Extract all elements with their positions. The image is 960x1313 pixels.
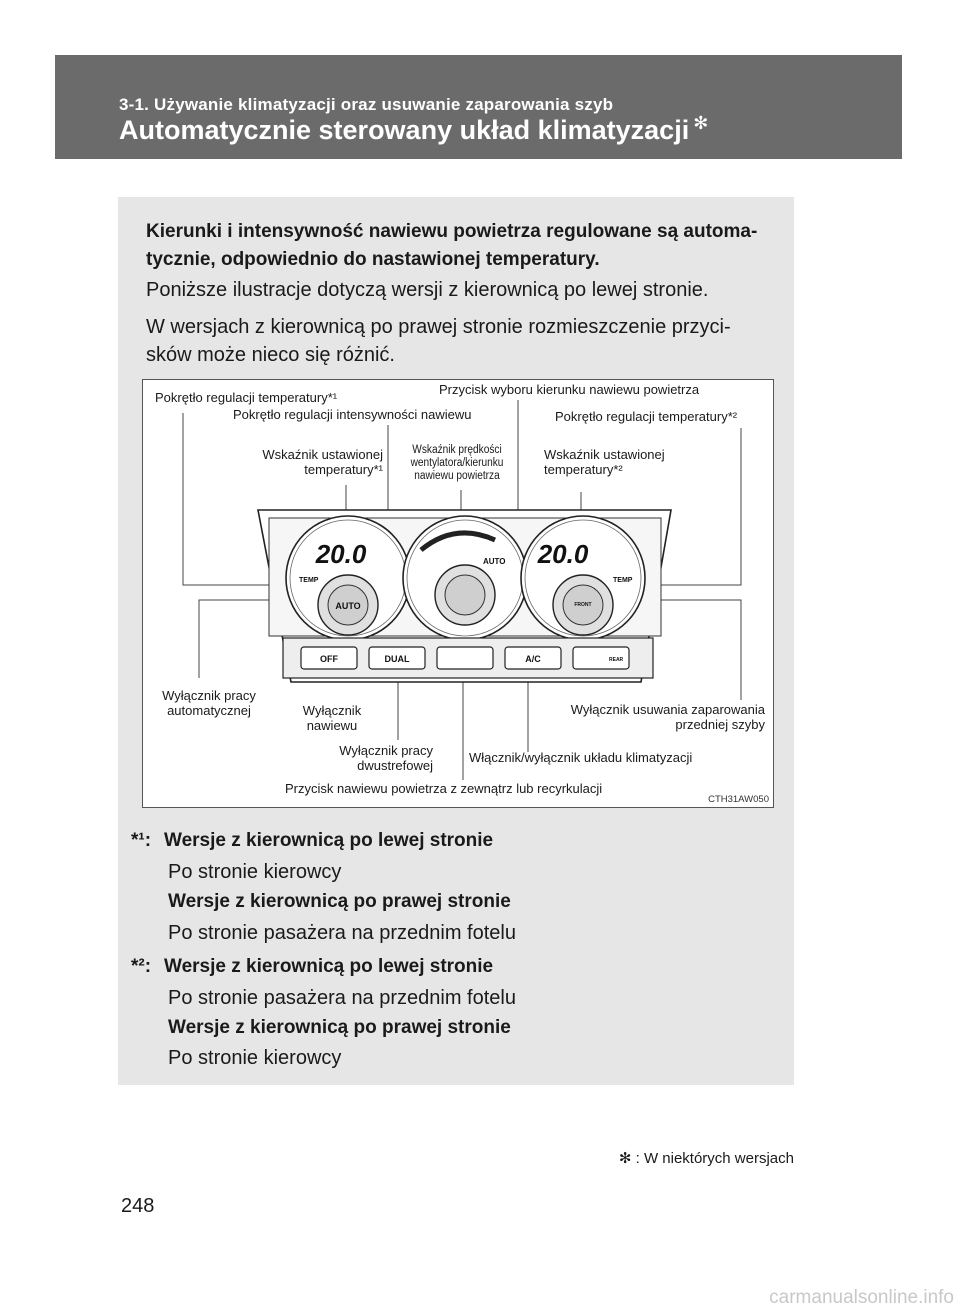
label-fan-off: Wyłącznik nawiewu [302,703,362,733]
front-defog-label: FRONT [574,602,592,608]
chapter-header [55,55,902,159]
left-temp-display: 20.0 [315,539,367,569]
off-button-label: OFF [320,654,338,664]
temp-label-right: TEMP [613,577,633,584]
note-1-marker: *¹: [131,830,152,851]
page-number: 248 [121,1195,155,1217]
fan-dial [403,516,527,640]
recirc-button [437,647,493,669]
rear-button-label: REAR [609,657,624,663]
label-auto-off: Wyłącznik pracy automatycznej [162,688,256,718]
label-dual: Wyłącznik pracy dwustrefowej [339,743,433,773]
label-fan-knob: Pokrętło regulacji intensywności nawiewu [233,407,472,422]
note-2b-text: Po stronie kierowcy [168,1047,342,1069]
label-temp-indicator-1: Wskaźnik ustawionej temperatury*¹ [262,447,383,477]
note-1b-text: Po stronie pasażera na przednim fotelu [168,922,516,944]
dual-button-label: DUAL [384,654,410,664]
note-1-text: Po stronie kierowcy [168,861,342,883]
watermark: carmanualsonline.info [769,1287,954,1308]
note-1-bold: Wersje z kierownicą po lewej stronie [164,830,494,851]
section-subtitle: 3-1. Używanie klimatyzacji oraz usuwanie zaparowania szyb [119,95,614,114]
right-temp-display: 20.0 [537,539,589,569]
intro-line-3: W wersjach z kierownicą po prawej stronie rozmieszczenie przyci- sków może nieco się różnić. [146,316,731,366]
figure-code: CTH31AW050 [708,794,769,805]
label-temp-indicator-2: Wskaźnik ustawionej temperatury*² [544,447,665,477]
label-ac-switch: Włącznik/wyłącznik układu klimatyzacji [469,750,693,765]
note-2-text: Po stronie pasażera na przednim fotelu [168,987,516,1009]
note-2-bold: Wersje z kierownicą po lewej stronie [164,956,494,977]
page-title-text: Automatycznie sterowany układ klimatyzacji [119,115,690,145]
temp-label-left: TEMP [299,577,319,584]
label-temp-knob-2: Pokrętło regulacji temperatury*² [555,409,738,424]
climate-panel-figure [142,379,774,808]
note-2-marker: *²: [131,956,152,977]
label-temp-knob-1: Pokrętło regulacji temperatury*¹ [155,390,338,405]
label-front-defog: Wyłącznik usuwania zaparowania przedniej szyby [570,702,765,732]
footnote: ✻ : W niektórych wersjach [618,1150,794,1167]
note-2b-bold: Wersje z kierownicą po prawej stronie [168,1017,511,1038]
auto-indicator: AUTO [483,557,506,566]
auto-button-label: AUTO [335,601,361,611]
label-air-direction-button: Przycisk wyboru kierunku nawiewu powietrza [439,382,700,397]
label-recirc: Przycisk nawiewu powietrza z zewnątrz lub recyrkulacji [285,781,603,796]
page-title [119,115,708,146]
asterisk-mark: ✻ [693,113,709,133]
ac-button-label: A/C [525,654,541,664]
intro-bold-text: Kierunki i intensywność nawiewu powietrza regulowane są automa- tycznie, odpowiednio do nastawionej temperatury. [146,221,758,270]
label-fan-indicator: Wskaźnik prędkości wentylatora/kierunku nawiewu powietrza [410,444,504,482]
intro-line-2: Poniższe ilustracje dotyczą wersji z kierownicą po lewej stronie. [146,279,709,301]
note-1b-bold: Wersje z kierownicą po prawej stronie [168,891,511,912]
